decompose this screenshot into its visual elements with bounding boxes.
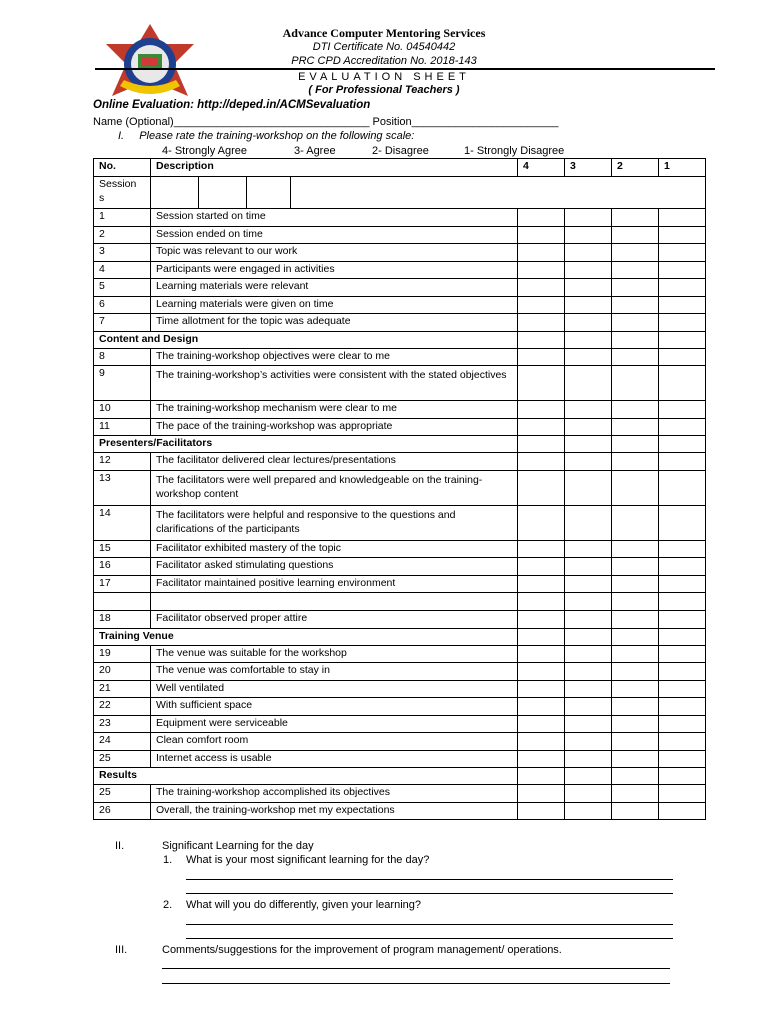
section-blank-cell bbox=[612, 768, 659, 785]
rating-cell-2[interactable] bbox=[612, 575, 659, 593]
section-blank-cell bbox=[518, 628, 565, 645]
rating-cell-4[interactable] bbox=[518, 209, 565, 227]
rating-cell-3[interactable] bbox=[565, 314, 612, 332]
row-description: Facilitator asked stimulating questions bbox=[151, 558, 518, 576]
scale-2: 2- Disagree bbox=[372, 145, 429, 157]
section-blank-cell bbox=[518, 768, 565, 785]
section-blank-cell bbox=[565, 628, 612, 645]
rating-cell-4[interactable] bbox=[518, 611, 565, 629]
row-description: With sufficient space bbox=[151, 698, 518, 716]
rating-cell-2[interactable] bbox=[612, 785, 659, 803]
rating-cell-3[interactable] bbox=[565, 470, 612, 505]
q1-answer-line[interactable] bbox=[186, 893, 673, 894]
row-number: 12 bbox=[94, 453, 151, 471]
rating-cell-3[interactable] bbox=[565, 366, 612, 401]
rating-cell-4[interactable] bbox=[518, 453, 565, 471]
rating-prompt-text: Please rate the training-workshop on the following scale: bbox=[139, 130, 415, 142]
table-row bbox=[94, 575, 706, 593]
scale-3: 3- Agree bbox=[294, 145, 336, 157]
rating-cell-1[interactable] bbox=[659, 418, 706, 436]
rating-cell-1[interactable] bbox=[659, 296, 706, 314]
rating-cell-2[interactable] bbox=[612, 698, 659, 716]
rating-cell-4[interactable] bbox=[518, 348, 565, 366]
section-blank-cell bbox=[518, 331, 565, 348]
table-row bbox=[94, 611, 706, 629]
section-row bbox=[94, 768, 706, 785]
header-2: 2 bbox=[612, 159, 659, 177]
rating-cell-2[interactable] bbox=[612, 453, 659, 471]
rating-cell-3[interactable] bbox=[565, 750, 612, 768]
row-description: The pace of the training-workshop was appropriate bbox=[151, 418, 518, 436]
section-blank-cell bbox=[659, 436, 706, 453]
table-row bbox=[94, 680, 706, 698]
rating-cell-4[interactable] bbox=[518, 261, 565, 279]
section-row bbox=[94, 436, 706, 453]
table-row bbox=[94, 470, 706, 505]
row-description: The training-workshop’s activities were consistent with the stated objectives bbox=[151, 366, 518, 401]
section-heading: Content and Design bbox=[94, 331, 518, 348]
table-row bbox=[94, 209, 706, 227]
row-number: 16 bbox=[94, 558, 151, 576]
rating-cell-3[interactable] bbox=[565, 680, 612, 698]
rating-cell-2[interactable] bbox=[612, 418, 659, 436]
table-row bbox=[94, 401, 706, 419]
row-number: 6 bbox=[94, 296, 151, 314]
row-number: 21 bbox=[94, 680, 151, 698]
session-cell[interactable] bbox=[247, 177, 291, 208]
q1-number: 1. bbox=[163, 854, 173, 866]
rating-cell-2[interactable] bbox=[612, 558, 659, 576]
row-number: 9 bbox=[94, 366, 151, 401]
row-description: Session ended on time bbox=[151, 226, 518, 244]
rating-cell-1[interactable] bbox=[659, 540, 706, 558]
audience-subtitle: ( For Professional Teachers ) bbox=[308, 84, 460, 96]
q2-answer-line[interactable] bbox=[186, 938, 673, 939]
rating-cell-2[interactable] bbox=[612, 470, 659, 505]
rating-cell-2[interactable] bbox=[612, 314, 659, 332]
header-3: 3 bbox=[565, 159, 612, 177]
row-number: 1 bbox=[94, 209, 151, 227]
rating-cell-1[interactable] bbox=[659, 348, 706, 366]
row-description: Well ventilated bbox=[151, 680, 518, 698]
rating-cell-4[interactable] bbox=[518, 785, 565, 803]
row-number: 23 bbox=[94, 715, 151, 733]
header-divider bbox=[95, 68, 715, 70]
rating-cell-2[interactable] bbox=[612, 733, 659, 751]
table-row bbox=[94, 733, 706, 751]
rating-cell-3[interactable] bbox=[565, 296, 612, 314]
row-description: Facilitator exhibited mastery of the topic bbox=[151, 540, 518, 558]
row-description: The facilitators were helpful and responsive to the questions and clarifications of the participants bbox=[151, 505, 518, 540]
rating-cell-4[interactable] bbox=[518, 715, 565, 733]
rating-cell-2[interactable] bbox=[612, 244, 659, 262]
row-number: 2 bbox=[94, 226, 151, 244]
rating-cell-1[interactable] bbox=[659, 279, 706, 297]
row-number: 7 bbox=[94, 314, 151, 332]
table-row bbox=[94, 715, 706, 733]
header-4: 4 bbox=[518, 159, 565, 177]
rating-cell-3[interactable] bbox=[565, 453, 612, 471]
table-row bbox=[94, 663, 706, 681]
evaluation-table bbox=[93, 158, 706, 820]
row-description bbox=[151, 593, 518, 611]
row-number: 20 bbox=[94, 663, 151, 681]
rating-cell-4[interactable] bbox=[518, 418, 565, 436]
row-description: Time allotment for the topic was adequate bbox=[151, 314, 518, 332]
rating-cell-4[interactable] bbox=[518, 680, 565, 698]
table-row bbox=[94, 279, 706, 297]
rating-cell-1[interactable] bbox=[659, 244, 706, 262]
rating-cell-4[interactable] bbox=[518, 698, 565, 716]
table-row bbox=[94, 750, 706, 768]
rating-cell-3[interactable] bbox=[565, 279, 612, 297]
row-description: Facilitator maintained positive learning environment bbox=[151, 575, 518, 593]
rating-cell-3[interactable] bbox=[565, 802, 612, 820]
rating-cell-4[interactable] bbox=[518, 226, 565, 244]
row-number: 15 bbox=[94, 540, 151, 558]
online-evaluation-link[interactable]: Online Evaluation: http://deped.in/ACMSevaluation bbox=[93, 99, 371, 111]
row-description: Facilitator observed proper attire bbox=[151, 611, 518, 629]
rating-cell-2[interactable] bbox=[612, 611, 659, 629]
table-row bbox=[94, 558, 706, 576]
row-description: Session started on time bbox=[151, 209, 518, 227]
row-number: 22 bbox=[94, 698, 151, 716]
section-heading: Results bbox=[94, 768, 518, 785]
section-blank-cell bbox=[659, 768, 706, 785]
rating-cell-4[interactable] bbox=[518, 733, 565, 751]
rating-cell-3[interactable] bbox=[565, 611, 612, 629]
rating-cell-2[interactable] bbox=[612, 680, 659, 698]
table-row bbox=[94, 418, 706, 436]
section-blank-cell bbox=[659, 331, 706, 348]
dti-certificate: DTI Certificate No. 04540442 bbox=[312, 41, 456, 53]
section-blank-cell bbox=[659, 628, 706, 645]
row-description: The training-workshop accomplished its objectives bbox=[151, 785, 518, 803]
row-description: The facilitators were well prepared and knowledgeable on the training-workshop content bbox=[151, 470, 518, 505]
rating-cell-1[interactable] bbox=[659, 680, 706, 698]
q2-text: What will you do differently, given your learning? bbox=[186, 899, 421, 911]
row-number: 13 bbox=[94, 470, 151, 505]
rating-cell-4[interactable] bbox=[518, 575, 565, 593]
row-description: The venue was comfortable to stay in bbox=[151, 663, 518, 681]
section-blank-cell bbox=[565, 331, 612, 348]
rating-cell-3[interactable] bbox=[565, 698, 612, 716]
rating-cell-4[interactable] bbox=[518, 401, 565, 419]
rating-cell-4[interactable] bbox=[518, 558, 565, 576]
section3-title: Comments/suggestions for the improvement of program management/ operations. bbox=[162, 944, 562, 956]
section-numeral: I. bbox=[118, 130, 125, 142]
rating-cell-3[interactable] bbox=[565, 401, 612, 419]
rating-cell-3[interactable] bbox=[565, 558, 612, 576]
section-row bbox=[94, 331, 706, 348]
sessions-label bbox=[94, 177, 151, 209]
section2-title: Significant Learning for the day bbox=[162, 840, 314, 852]
rating-cell-3[interactable] bbox=[565, 593, 612, 611]
rating-cell-4[interactable] bbox=[518, 750, 565, 768]
table-row bbox=[94, 802, 706, 820]
name-position-field[interactable]: Name (Optional)________________________________ Position________________________ bbox=[93, 116, 559, 128]
section-blank-cell bbox=[565, 436, 612, 453]
rating-cell-1[interactable] bbox=[659, 785, 706, 803]
organization-name: Advance Computer Mentoring Services bbox=[282, 26, 486, 40]
rating-cell-3[interactable] bbox=[565, 244, 612, 262]
rating-cell-2[interactable] bbox=[612, 279, 659, 297]
q2-answer-line[interactable] bbox=[186, 924, 673, 925]
rating-cell-3[interactable] bbox=[565, 540, 612, 558]
rating-cell-3[interactable] bbox=[565, 733, 612, 751]
row-number: 3 bbox=[94, 244, 151, 262]
rating-cell-4[interactable] bbox=[518, 366, 565, 401]
rating-cell-2[interactable] bbox=[612, 802, 659, 820]
rating-cell-2[interactable] bbox=[612, 348, 659, 366]
row-number: 19 bbox=[94, 645, 151, 663]
sessions-label-text: Session s bbox=[99, 178, 137, 204]
section3-numeral: III. bbox=[115, 944, 128, 956]
rating-prompt bbox=[118, 130, 414, 142]
table-row bbox=[94, 296, 706, 314]
rating-cell-2[interactable] bbox=[612, 296, 659, 314]
row-description: Internet access is usable bbox=[151, 750, 518, 768]
rating-cell-1[interactable] bbox=[659, 802, 706, 820]
rating-cell-2[interactable] bbox=[612, 226, 659, 244]
row-description: The training-workshop objectives were clear to me bbox=[151, 348, 518, 366]
rating-cell-3[interactable] bbox=[565, 715, 612, 733]
rating-cell-1[interactable] bbox=[659, 593, 706, 611]
rating-cell-2[interactable] bbox=[612, 663, 659, 681]
rating-cell-4[interactable] bbox=[518, 593, 565, 611]
table-row bbox=[94, 698, 706, 716]
rating-cell-2[interactable] bbox=[612, 645, 659, 663]
rating-cell-1[interactable] bbox=[659, 226, 706, 244]
rating-cell-3[interactable] bbox=[565, 785, 612, 803]
row-number: 26 bbox=[94, 802, 151, 820]
row-description: Learning materials were given on time bbox=[151, 296, 518, 314]
section-blank-cell bbox=[612, 331, 659, 348]
table-row bbox=[94, 453, 706, 471]
rating-cell-3[interactable] bbox=[565, 575, 612, 593]
row-number: 25 bbox=[94, 785, 151, 803]
rating-cell-2[interactable] bbox=[612, 261, 659, 279]
table-row bbox=[94, 314, 706, 332]
row-number: 24 bbox=[94, 733, 151, 751]
row-description: Topic was relevant to our work bbox=[151, 244, 518, 262]
table-row bbox=[94, 505, 706, 540]
rating-cell-1[interactable] bbox=[659, 505, 706, 540]
rating-cell-3[interactable] bbox=[565, 663, 612, 681]
row-number: 8 bbox=[94, 348, 151, 366]
rating-cell-1[interactable] bbox=[659, 733, 706, 751]
row-number: 11 bbox=[94, 418, 151, 436]
session-cell[interactable] bbox=[151, 177, 199, 208]
section2-numeral: II. bbox=[115, 840, 125, 852]
section-heading: Presenters/Facilitators bbox=[94, 436, 518, 453]
rating-cell-1[interactable] bbox=[659, 453, 706, 471]
rating-cell-1[interactable] bbox=[659, 715, 706, 733]
section-blank-cell bbox=[612, 628, 659, 645]
table-row bbox=[94, 348, 706, 366]
table-row bbox=[94, 540, 706, 558]
table-row bbox=[94, 261, 706, 279]
header-no: No. bbox=[94, 159, 151, 177]
rating-cell-2[interactable] bbox=[612, 750, 659, 768]
rating-cell-3[interactable] bbox=[565, 261, 612, 279]
header-1: 1 bbox=[659, 159, 706, 177]
row-number: 10 bbox=[94, 401, 151, 419]
section-blank-cell bbox=[612, 436, 659, 453]
row-number bbox=[94, 593, 151, 611]
rating-cell-1[interactable] bbox=[659, 470, 706, 505]
rating-cell-4[interactable] bbox=[518, 645, 565, 663]
rating-cell-1[interactable] bbox=[659, 314, 706, 332]
comments-line[interactable] bbox=[162, 983, 670, 984]
rating-cell-4[interactable] bbox=[518, 540, 565, 558]
rating-cell-4[interactable] bbox=[518, 505, 565, 540]
session-cell[interactable] bbox=[199, 177, 247, 208]
scale-1: 1- Strongly Disagree bbox=[464, 145, 565, 157]
table-row bbox=[94, 785, 706, 803]
row-number: 17 bbox=[94, 575, 151, 593]
q2-number: 2. bbox=[163, 899, 173, 911]
section-blank-cell bbox=[518, 436, 565, 453]
rating-cell-1[interactable] bbox=[659, 209, 706, 227]
rating-cell-2[interactable] bbox=[612, 366, 659, 401]
row-number: 5 bbox=[94, 279, 151, 297]
rating-cell-2[interactable] bbox=[612, 593, 659, 611]
row-number: 4 bbox=[94, 261, 151, 279]
rating-cell-1[interactable] bbox=[659, 558, 706, 576]
table-header-row bbox=[94, 159, 706, 177]
sheet-title: EVALUATION SHEET bbox=[298, 71, 470, 83]
rating-cell-4[interactable] bbox=[518, 663, 565, 681]
table-row bbox=[94, 226, 706, 244]
row-number: 14 bbox=[94, 505, 151, 540]
prc-accreditation: PRC CPD Accreditation No. 2018-143 bbox=[291, 55, 477, 67]
row-description: The facilitator delivered clear lectures/presentations bbox=[151, 453, 518, 471]
rating-cell-1[interactable] bbox=[659, 663, 706, 681]
rating-cell-4[interactable] bbox=[518, 296, 565, 314]
section-blank-cell bbox=[565, 768, 612, 785]
rating-cell-1[interactable] bbox=[659, 698, 706, 716]
table-row bbox=[94, 645, 706, 663]
sessions-cells bbox=[151, 177, 706, 209]
rating-cell-4[interactable] bbox=[518, 470, 565, 505]
rating-cell-3[interactable] bbox=[565, 418, 612, 436]
table-row bbox=[94, 593, 706, 611]
rating-cell-4[interactable] bbox=[518, 802, 565, 820]
rating-cell-1[interactable] bbox=[659, 261, 706, 279]
rating-cell-2[interactable] bbox=[612, 505, 659, 540]
table-row bbox=[94, 366, 706, 401]
rating-cell-2[interactable] bbox=[612, 540, 659, 558]
rating-cell-4[interactable] bbox=[518, 314, 565, 332]
row-description: Participants were engaged in activities bbox=[151, 261, 518, 279]
table-row bbox=[94, 244, 706, 262]
row-description: Overall, the training-workshop met my expectations bbox=[151, 802, 518, 820]
comments-line[interactable] bbox=[162, 968, 670, 969]
row-number: 25 bbox=[94, 750, 151, 768]
row-description: The training-workshop mechanism were clear to me bbox=[151, 401, 518, 419]
rating-cell-1[interactable] bbox=[659, 750, 706, 768]
q1-text: What is your most significant learning for the day? bbox=[186, 854, 430, 866]
rating-cell-3[interactable] bbox=[565, 226, 612, 244]
section-row bbox=[94, 628, 706, 645]
rating-cell-4[interactable] bbox=[518, 279, 565, 297]
rating-cell-1[interactable] bbox=[659, 645, 706, 663]
section-heading: Training Venue bbox=[94, 628, 518, 645]
rating-cell-1[interactable] bbox=[659, 401, 706, 419]
sessions-row bbox=[94, 177, 706, 209]
rating-cell-2[interactable] bbox=[612, 401, 659, 419]
rating-cell-2[interactable] bbox=[612, 715, 659, 733]
rating-cell-3[interactable] bbox=[565, 645, 612, 663]
header-description: Description bbox=[151, 159, 518, 177]
row-number: 18 bbox=[94, 611, 151, 629]
rating-cell-1[interactable] bbox=[659, 366, 706, 401]
rating-cell-1[interactable] bbox=[659, 575, 706, 593]
scale-4: 4- Strongly Agree bbox=[162, 145, 247, 157]
rating-cell-3[interactable] bbox=[565, 348, 612, 366]
rating-cell-4[interactable] bbox=[518, 244, 565, 262]
row-description: Equipment were serviceable bbox=[151, 715, 518, 733]
rating-cell-1[interactable] bbox=[659, 611, 706, 629]
row-description: Clean comfort room bbox=[151, 733, 518, 751]
rating-cell-3[interactable] bbox=[565, 209, 612, 227]
rating-cell-2[interactable] bbox=[612, 209, 659, 227]
q1-answer-line[interactable] bbox=[186, 879, 673, 880]
row-description: Learning materials were relevant bbox=[151, 279, 518, 297]
session-blank bbox=[291, 177, 705, 208]
rating-cell-3[interactable] bbox=[565, 505, 612, 540]
row-description: The venue was suitable for the workshop bbox=[151, 645, 518, 663]
